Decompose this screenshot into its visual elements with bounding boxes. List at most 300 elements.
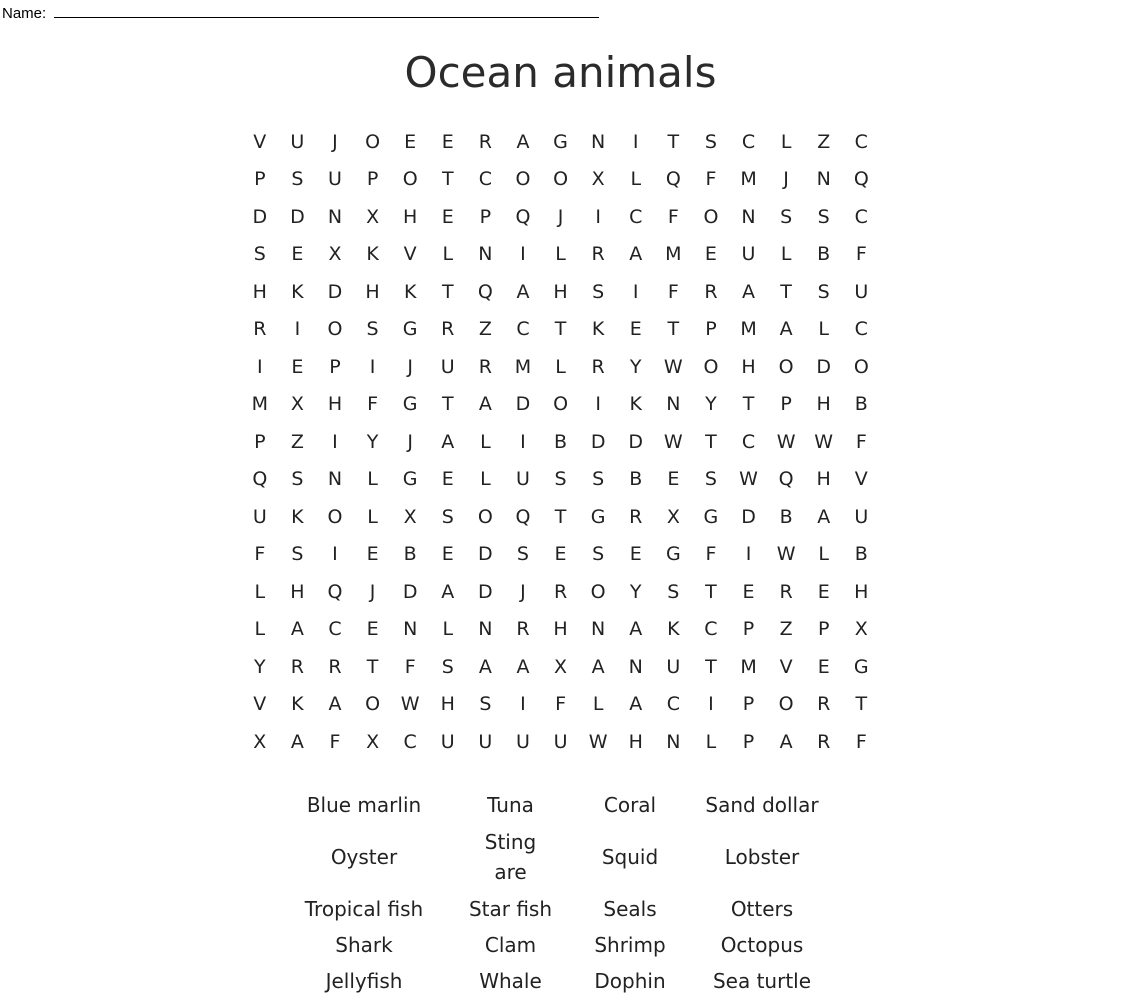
grid-letter[interactable]: U: [440, 355, 455, 378]
grid-letter[interactable]: F: [555, 693, 567, 716]
grid-letter[interactable]: R: [704, 280, 718, 303]
grid-letter[interactable]: S: [253, 243, 266, 266]
grid-letter[interactable]: E: [817, 655, 830, 678]
grid-letter[interactable]: U: [553, 730, 568, 753]
grid-letter[interactable]: I: [332, 543, 338, 566]
grid-letter[interactable]: F: [667, 280, 679, 303]
grid-letter[interactable]: O: [402, 168, 418, 191]
grid-letter[interactable]: H: [553, 618, 568, 641]
grid-letter[interactable]: T: [705, 655, 717, 678]
grid-letter[interactable]: F: [855, 430, 867, 453]
grid-letter[interactable]: H: [553, 280, 568, 303]
grid-letter[interactable]: G: [853, 655, 869, 678]
grid-letter[interactable]: O: [327, 505, 343, 528]
grid-letter[interactable]: S: [667, 580, 680, 603]
grid-letter[interactable]: S: [817, 205, 830, 228]
grid-letter[interactable]: L: [254, 618, 266, 641]
grid-letter[interactable]: V: [253, 130, 267, 153]
grid-letter[interactable]: D: [515, 393, 531, 416]
grid-letter[interactable]: N: [591, 130, 606, 153]
grid-letter[interactable]: C: [478, 168, 492, 191]
grid-letter[interactable]: S: [817, 280, 830, 303]
grid-letter[interactable]: B: [817, 243, 831, 266]
word-label: Star fish: [468, 897, 553, 921]
word-bank-word: [438, 927, 583, 963]
grid-letter[interactable]: H: [403, 205, 418, 228]
grid-letter[interactable]: F: [855, 730, 867, 753]
grid-letter[interactable]: Q: [252, 468, 268, 491]
grid-letter[interactable]: I: [369, 355, 376, 378]
grid-letter[interactable]: H: [628, 730, 643, 753]
grid-letter[interactable]: X: [403, 505, 417, 528]
grid-letter[interactable]: N: [327, 468, 343, 491]
grid-letter[interactable]: D: [816, 355, 832, 378]
grid-letter[interactable]: J: [407, 430, 413, 453]
grid-letter[interactable]: D: [402, 580, 418, 603]
grid-letter[interactable]: I: [256, 355, 263, 378]
grid-letter[interactable]: O: [703, 205, 719, 228]
grid-letter[interactable]: X: [854, 618, 868, 641]
grid-letter[interactable]: N: [741, 205, 756, 228]
grid-letter[interactable]: F: [667, 205, 679, 228]
grid-letter[interactable]: I: [520, 430, 526, 453]
grid-letter[interactable]: A: [591, 655, 605, 678]
grid-letter[interactable]: R: [779, 580, 793, 603]
grid-letter[interactable]: H: [252, 280, 267, 303]
grid-letter[interactable]: I: [595, 205, 601, 228]
grid-letter[interactable]: U: [854, 505, 869, 528]
grid-letter[interactable]: W: [776, 543, 796, 566]
grid-letter[interactable]: P: [329, 355, 341, 378]
grid-letter[interactable]: R: [629, 505, 643, 528]
grid-letter[interactable]: Q: [665, 168, 681, 191]
grid-letter[interactable]: G: [703, 505, 719, 528]
grid-letter[interactable]: L: [442, 618, 454, 641]
grid-letter[interactable]: X: [591, 168, 605, 191]
grid-letter[interactable]: D: [327, 280, 343, 303]
grid-letter[interactable]: B: [854, 543, 868, 566]
grid-letter[interactable]: R: [478, 355, 492, 378]
grid-letter[interactable]: D: [478, 543, 493, 566]
grid-letter[interactable]: J: [520, 580, 526, 603]
grid-letter[interactable]: K: [291, 693, 304, 716]
grid-letter[interactable]: G: [665, 543, 681, 566]
grid-letter[interactable]: H: [816, 393, 831, 416]
grid-letter[interactable]: K: [403, 280, 417, 303]
grid-letter[interactable]: C: [516, 318, 530, 341]
grid-letter[interactable]: U: [328, 168, 342, 191]
grid-letter[interactable]: K: [629, 393, 642, 416]
grid-letter[interactable]: L: [367, 505, 378, 528]
grid-letter[interactable]: C: [854, 318, 868, 341]
word-label: Tropical fish: [304, 897, 424, 921]
grid-letter[interactable]: C: [704, 618, 718, 641]
grid-letter[interactable]: U: [252, 505, 267, 528]
grid-letter[interactable]: C: [741, 130, 756, 153]
grid-letter[interactable]: A: [779, 318, 793, 341]
grid-letter[interactable]: R: [290, 655, 304, 678]
grid-letter[interactable]: B: [403, 543, 417, 566]
grid-letter[interactable]: L: [592, 693, 604, 716]
grid-letter[interactable]: E: [704, 243, 717, 266]
name-blank-line[interactable]: [54, 3, 599, 18]
grid-letter[interactable]: Q: [515, 205, 531, 228]
grid-letter[interactable]: F: [705, 168, 717, 191]
grid-letter[interactable]: S: [592, 280, 605, 303]
grid-letter[interactable]: E: [441, 468, 454, 491]
grid-letter[interactable]: S: [441, 505, 454, 528]
grid-letter[interactable]: M: [514, 355, 532, 378]
grid-letter[interactable]: T: [705, 430, 717, 453]
grid-letter[interactable]: Y: [629, 580, 642, 603]
grid-letter[interactable]: J: [332, 130, 338, 153]
grid-letter[interactable]: H: [854, 580, 869, 603]
grid-letter[interactable]: Z: [290, 430, 304, 453]
grid-letter[interactable]: M: [740, 168, 757, 191]
grid-letter[interactable]: A: [441, 430, 455, 453]
grid-letter[interactable]: E: [667, 468, 680, 491]
grid-letter[interactable]: E: [366, 543, 379, 566]
grid-letter[interactable]: H: [440, 693, 455, 716]
grid-letter[interactable]: T: [441, 168, 454, 191]
grid-letter[interactable]: W: [663, 430, 683, 453]
grid-letter[interactable]: S: [479, 693, 492, 716]
grid-letter[interactable]: T: [554, 505, 567, 528]
grid-letter[interactable]: U: [440, 730, 455, 753]
grid-letter[interactable]: M: [740, 318, 757, 341]
grid-letter[interactable]: I: [595, 393, 601, 416]
grid-letter[interactable]: R: [253, 318, 267, 341]
grid-letter[interactable]: L: [555, 243, 566, 266]
grid-letter[interactable]: I: [708, 693, 714, 716]
grid-letter[interactable]: L: [367, 468, 378, 491]
grid-letter[interactable]: S: [291, 168, 304, 191]
grid-letter[interactable]: V: [854, 468, 868, 491]
grid-letter[interactable]: M: [740, 655, 757, 678]
grid-letter[interactable]: M: [251, 393, 268, 416]
grid-letter[interactable]: E: [817, 580, 830, 603]
grid-letter[interactable]: Z: [817, 130, 831, 153]
grid-letter[interactable]: Z: [779, 618, 793, 641]
grid-letter[interactable]: T: [780, 280, 792, 303]
grid-letter[interactable]: W: [814, 430, 834, 453]
grid-letter[interactable]: K: [291, 505, 304, 528]
grid-letter[interactable]: P: [780, 393, 792, 416]
grid-letter[interactable]: I: [745, 543, 752, 566]
grid-letter[interactable]: R: [817, 730, 831, 753]
grid-letter[interactable]: Q: [778, 468, 794, 491]
grid-letter[interactable]: H: [816, 468, 831, 491]
grid-letter[interactable]: Q: [477, 280, 493, 303]
word-bank-word: [438, 963, 583, 999]
grid-letter[interactable]: Y: [629, 355, 642, 378]
grid-letter[interactable]: R: [591, 243, 605, 266]
grid-letter[interactable]: L: [818, 543, 829, 566]
grid-letter[interactable]: S: [291, 543, 304, 566]
grid-letter[interactable]: G: [402, 318, 418, 341]
grid-letter[interactable]: K: [291, 280, 304, 303]
grid-letter[interactable]: I: [520, 693, 526, 716]
grid-letter[interactable]: T: [742, 393, 755, 416]
grid-letter[interactable]: R: [441, 318, 455, 341]
grid-letter[interactable]: B: [779, 505, 793, 528]
grid-letter[interactable]: L: [254, 580, 266, 603]
grid-letter[interactable]: E: [291, 243, 304, 266]
grid-letter[interactable]: I: [294, 318, 301, 341]
grid-letter[interactable]: P: [705, 318, 717, 341]
grid-letter[interactable]: S: [291, 468, 304, 491]
grid-letter[interactable]: T: [366, 655, 379, 678]
grid-letter[interactable]: I: [520, 243, 526, 266]
grid-letter[interactable]: P: [742, 693, 755, 716]
grid-letter[interactable]: E: [291, 355, 304, 378]
grid-letter[interactable]: L: [780, 243, 792, 266]
grid-letter[interactable]: A: [478, 393, 492, 416]
grid-letter[interactable]: L: [555, 355, 566, 378]
grid-letter[interactable]: D: [478, 580, 493, 603]
grid-letter[interactable]: U: [515, 468, 530, 491]
grid-letter[interactable]: R: [516, 618, 530, 641]
grid-letter[interactable]: C: [854, 130, 868, 153]
grid-letter[interactable]: O: [553, 168, 569, 191]
grid-letter[interactable]: W: [663, 355, 683, 378]
grid-letter[interactable]: H: [741, 355, 756, 378]
grid-letter[interactable]: A: [290, 618, 304, 641]
grid-letter[interactable]: K: [591, 318, 605, 341]
grid-letter[interactable]: P: [366, 168, 379, 191]
grid-letter[interactable]: D: [290, 205, 305, 228]
grid-letter[interactable]: R: [328, 655, 342, 678]
grid-letter[interactable]: O: [703, 355, 719, 378]
grid-letter[interactable]: G: [402, 468, 418, 491]
name-field-line[interactable]: [2, 3, 599, 22]
grid-letter[interactable]: U: [741, 243, 756, 266]
grid-letter[interactable]: O: [515, 168, 531, 191]
grid-letter[interactable]: J: [557, 205, 564, 228]
grid-letter[interactable]: O: [477, 505, 493, 528]
grid-letter[interactable]: G: [553, 130, 568, 153]
grid-letter[interactable]: O: [778, 693, 794, 716]
grid-letter[interactable]: Y: [705, 393, 717, 416]
grid-letter[interactable]: O: [590, 580, 606, 603]
grid-letter[interactable]: L: [780, 130, 792, 153]
grid-letter[interactable]: X: [290, 393, 304, 416]
grid-letter[interactable]: C: [741, 430, 756, 453]
grid-letter[interactable]: I: [332, 430, 338, 453]
grid-letter[interactable]: E: [441, 205, 454, 228]
grid-letter[interactable]: S: [366, 318, 379, 341]
grid-letter[interactable]: S: [704, 130, 717, 153]
grid-letter[interactable]: A: [629, 618, 643, 641]
grid-letter[interactable]: N: [816, 168, 831, 191]
grid-letter[interactable]: A: [742, 280, 756, 303]
grid-letter[interactable]: H: [290, 580, 305, 603]
grid-letter[interactable]: O: [853, 355, 869, 378]
grid-letter[interactable]: A: [328, 693, 342, 716]
grid-letter[interactable]: M: [665, 243, 682, 266]
grid-letter[interactable]: N: [628, 655, 643, 678]
grid-letter[interactable]: S: [704, 468, 717, 491]
grid-letter[interactable]: D: [741, 505, 756, 528]
grid-letter[interactable]: P: [742, 618, 755, 641]
grid-letter[interactable]: G: [590, 505, 606, 528]
grid-letter[interactable]: E: [554, 543, 567, 566]
grid-letter[interactable]: J: [369, 580, 376, 603]
grid-letter[interactable]: L: [480, 468, 491, 491]
grid-letter[interactable]: G: [402, 393, 418, 416]
grid-letter[interactable]: V: [779, 655, 793, 678]
grid-letter[interactable]: A: [290, 730, 304, 753]
grid-letter[interactable]: H: [327, 393, 343, 416]
grid-letter[interactable]: T: [554, 318, 567, 341]
grid-letter[interactable]: J: [407, 355, 413, 378]
grid-letter[interactable]: F: [329, 730, 341, 753]
grid-letter[interactable]: T: [667, 130, 680, 153]
grid-letter[interactable]: N: [666, 393, 681, 416]
grid-letter[interactable]: S: [554, 468, 567, 491]
word-bank-word: [438, 787, 583, 823]
grid-letter[interactable]: X: [666, 505, 680, 528]
grid-letter[interactable]: W: [739, 468, 758, 491]
grid-letter[interactable]: S: [592, 543, 605, 566]
grid-letter[interactable]: X: [554, 655, 568, 678]
grid-letter[interactable]: O: [327, 318, 343, 341]
grid-letter[interactable]: P: [742, 730, 755, 753]
grid-letter[interactable]: C: [666, 693, 680, 716]
grid-letter[interactable]: W: [588, 730, 608, 753]
grid-letter[interactable]: K: [667, 618, 680, 641]
grid-letter[interactable]: X: [253, 730, 267, 753]
grid-letter[interactable]: A: [516, 655, 530, 678]
grid-letter[interactable]: D: [590, 430, 606, 453]
grid-letter[interactable]: P: [254, 168, 266, 191]
grid-letter[interactable]: S: [441, 655, 454, 678]
grid-letter[interactable]: F: [367, 393, 379, 416]
grid-letter[interactable]: C: [328, 618, 342, 641]
grid-letter[interactable]: T: [705, 580, 717, 603]
page-title: Ocean animals: [404, 48, 717, 97]
grid-letter[interactable]: U: [290, 130, 305, 153]
grid-letter[interactable]: V: [403, 243, 417, 266]
grid-letter[interactable]: U: [666, 655, 681, 678]
grid-letter[interactable]: A: [629, 693, 643, 716]
grid-letter[interactable]: Z: [478, 318, 492, 341]
grid-letter[interactable]: E: [441, 130, 454, 153]
grid-letter[interactable]: I: [632, 280, 639, 303]
grid-letter[interactable]: W: [400, 693, 420, 716]
grid-letter[interactable]: E: [742, 580, 755, 603]
grid-letter[interactable]: L: [480, 430, 491, 453]
grid-letter[interactable]: E: [629, 318, 642, 341]
grid-letter[interactable]: K: [366, 243, 379, 266]
grid-letter[interactable]: Y: [253, 655, 266, 678]
grid-letter[interactable]: O: [778, 355, 794, 378]
grid-letter[interactable]: D: [628, 430, 644, 453]
grid-letter[interactable]: O: [365, 693, 381, 716]
word-bank-word: [583, 787, 677, 823]
grid-letter[interactable]: E: [629, 543, 642, 566]
grid-letter[interactable]: A: [817, 505, 831, 528]
grid-letter[interactable]: Y: [366, 430, 379, 453]
grid-letter[interactable]: T: [441, 393, 454, 416]
grid-letter[interactable]: S: [780, 205, 793, 228]
grid-letter[interactable]: E: [366, 618, 379, 641]
grid-letter[interactable]: T: [441, 280, 454, 303]
grid-letter[interactable]: X: [366, 205, 380, 228]
grid-letter[interactable]: A: [516, 280, 530, 303]
grid-letter[interactable]: B: [629, 468, 643, 491]
grid-letter[interactable]: N: [478, 618, 493, 641]
grid-letter[interactable]: B: [854, 393, 868, 416]
word-label: Oyster: [330, 845, 398, 869]
grid-letter[interactable]: A: [629, 243, 643, 266]
grid-letter[interactable]: F: [705, 543, 717, 566]
grid-letter[interactable]: C: [629, 205, 643, 228]
grid-letter[interactable]: S: [516, 543, 529, 566]
grid-letter[interactable]: D: [252, 205, 268, 228]
grid-letter[interactable]: E: [441, 543, 454, 566]
grid-letter[interactable]: Q: [327, 580, 343, 603]
grid-letter[interactable]: A: [478, 655, 492, 678]
grid-letter[interactable]: S: [592, 468, 605, 491]
grid-letter[interactable]: R: [591, 355, 605, 378]
grid-letter[interactable]: L: [630, 168, 642, 191]
grid-letter[interactable]: X: [366, 730, 380, 753]
grid-letter[interactable]: L: [818, 318, 829, 341]
grid-letter[interactable]: W: [776, 430, 796, 453]
grid-letter[interactable]: P: [817, 618, 830, 641]
grid-letter[interactable]: F: [254, 543, 266, 566]
grid-letter[interactable]: T: [667, 318, 680, 341]
grid-letter[interactable]: X: [328, 243, 342, 266]
grid-letter[interactable]: N: [591, 618, 606, 641]
grid-letter[interactable]: F: [404, 655, 416, 678]
grid-letter[interactable]: U: [854, 280, 869, 303]
grid-letter[interactable]: O: [365, 130, 381, 153]
word-label: Jellyfish: [325, 969, 403, 993]
grid-letter[interactable]: N: [478, 243, 493, 266]
grid-letter[interactable]: A: [441, 580, 455, 603]
grid-letter[interactable]: A: [779, 730, 793, 753]
grid-letter[interactable]: R: [478, 130, 492, 153]
grid-letter[interactable]: V: [253, 693, 267, 716]
grid-letter[interactable]: C: [403, 730, 417, 753]
grid-letter[interactable]: N: [666, 730, 681, 753]
grid-letter[interactable]: J: [783, 168, 789, 191]
grid-letter[interactable]: B: [554, 430, 568, 453]
grid-letter[interactable]: I: [632, 130, 639, 153]
grid-letter[interactable]: R: [553, 580, 568, 603]
grid-letter[interactable]: Q: [515, 505, 531, 528]
grid-letter[interactable]: F: [855, 243, 867, 266]
grid-letter[interactable]: C: [854, 205, 868, 228]
grid-letter[interactable]: E: [404, 130, 417, 153]
grid-letter[interactable]: A: [516, 130, 530, 153]
grid-letter[interactable]: R: [817, 693, 831, 716]
grid-letter[interactable]: N: [403, 618, 418, 641]
grid-letter[interactable]: H: [365, 280, 380, 303]
grid-letter[interactable]: U: [515, 730, 530, 753]
grid-letter[interactable]: Q: [853, 168, 869, 191]
grid-letter[interactable]: O: [553, 393, 569, 416]
grid-letter[interactable]: P: [479, 205, 492, 228]
grid-letter[interactable]: U: [478, 730, 493, 753]
grid-letter[interactable]: P: [254, 430, 266, 453]
grid-letter[interactable]: L: [705, 730, 717, 753]
grid-letter[interactable]: T: [855, 693, 868, 716]
grid-letter[interactable]: N: [327, 205, 343, 228]
grid-letter[interactable]: L: [442, 243, 454, 266]
